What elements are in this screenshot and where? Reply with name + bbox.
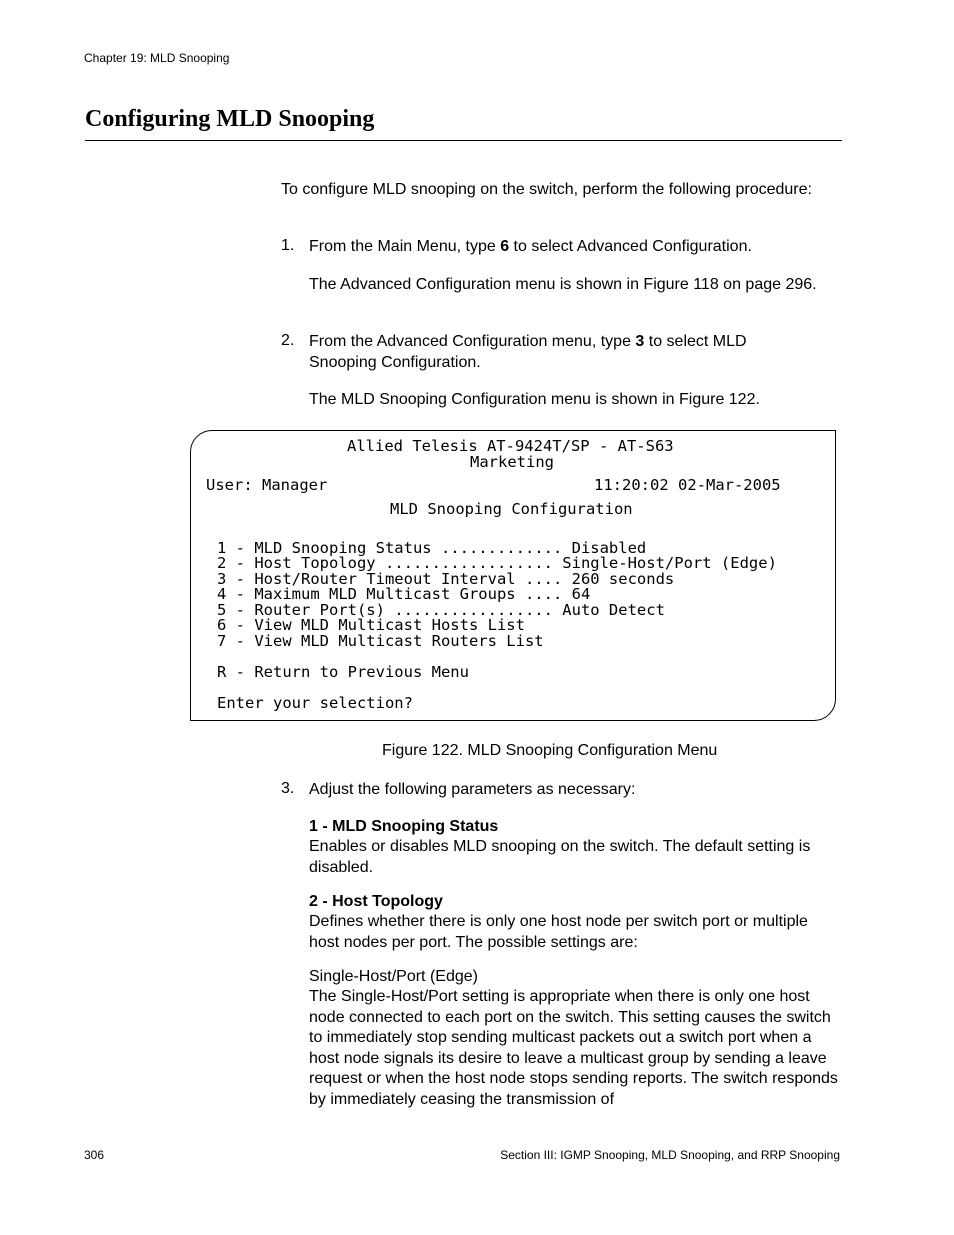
step-2-key: 3 [635, 333, 645, 350]
step-2-number: 2. [281, 332, 295, 349]
terminal-menu-item: 7 - View MLD Multicast Routers List [217, 632, 544, 650]
terminal-menu-title: MLD Snooping Configuration [390, 500, 633, 518]
terminal-user: User: Manager [206, 476, 328, 494]
param-2-heading: 2 - Host Topology [309, 893, 443, 910]
param-1-heading: 1 - MLD Snooping Status [309, 818, 499, 835]
intro-paragraph: To configure MLD snooping on the switch, perform the following procedure: [281, 181, 812, 198]
terminal-menu-item: 2 - Host Topology .................. Single-Host/Port (Edge) [217, 554, 777, 572]
running-footer: Section III: IGMP Snooping, MLD Snooping, and RRP Snooping [500, 1148, 840, 1162]
step-3-number: 3. [281, 780, 295, 797]
param-2-body: Defines whether there is only one host node per switch port or multiple host nodes per port. The possible settings are: [309, 913, 808, 951]
terminal-menu-item: 5 - Router Port(s) ................. Auto Detect [217, 601, 665, 619]
running-header: Chapter 19: MLD Snooping [84, 51, 230, 65]
param-1-body: Enables or disables MLD snooping on the switch. The default setting is disabled. [309, 838, 811, 876]
setting-name: Single-Host/Port (Edge) [309, 968, 478, 985]
terminal-menu-item: 4 - Maximum MLD Multicast Groups .... 64 [217, 585, 591, 603]
title-rule [85, 140, 842, 141]
terminal-datetime: 11:20:02 02-Mar-2005 [594, 476, 781, 494]
step-1-key: 6 [500, 238, 510, 255]
step-3-text: Adjust the following parameters as necessary: [309, 781, 636, 798]
figure-caption: Figure 122. MLD Snooping Configuration Menu [382, 742, 718, 759]
terminal-system-name: Marketing [470, 453, 554, 471]
section-title: Configuring MLD Snooping [85, 106, 375, 132]
page-number: 306 [84, 1148, 105, 1162]
terminal-product-line: Allied Telesis AT-9424T/SP - AT-S63 [347, 437, 674, 455]
terminal-prompt: Enter your selection? [217, 694, 413, 712]
step-2-text: From the Advanced Configuration menu, type 3 to select MLD Snooping Configuration. [309, 333, 747, 371]
step-1-text: From the Main Menu, type 6 to select Advanced Configuration. [309, 238, 752, 255]
terminal-menu-item: 3 - Host/Router Timeout Interval .... 260 seconds [217, 570, 675, 588]
step-2-note: The MLD Snooping Configuration menu is shown in Figure 122. [309, 391, 760, 408]
terminal-menu-item: 1 - MLD Snooping Status ............. Disabled [217, 539, 647, 557]
step-1-note: The Advanced Configuration menu is shown in Figure 118 on page 296. [309, 276, 817, 293]
terminal-menu-item: 6 - View MLD Multicast Hosts List [217, 616, 525, 634]
terminal-return-option: R - Return to Previous Menu [217, 663, 469, 681]
step-1-number: 1. [281, 237, 295, 254]
setting-body: The Single-Host/Port setting is appropriate when there is only one host node connected to each port on the switch. This setting causes the switch to immediately stop sending multicast packets out a switch port when a host node signals its desire to leave a multicast group by sending a leave request or when the host node stops sending reports. The switch responds by immediately ceasing the transmission of [309, 988, 838, 1108]
